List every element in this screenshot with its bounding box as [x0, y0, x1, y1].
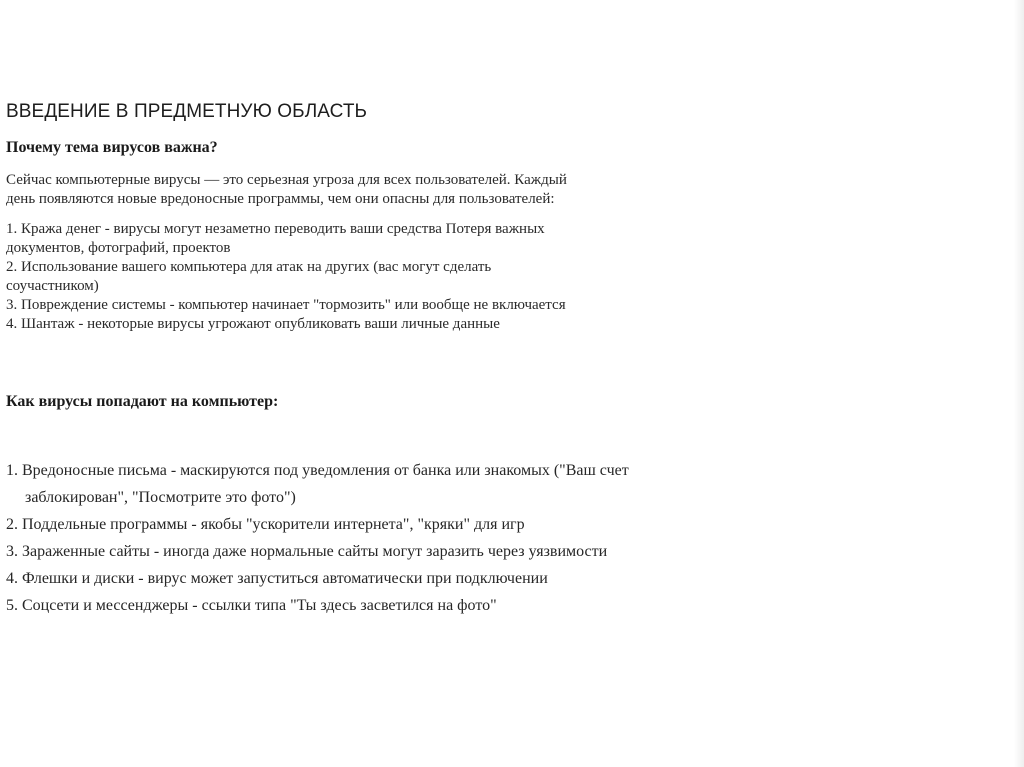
- list-item-line: 5. Соцсети и мессенджеры - ссылки типа "Ты здесь засветился на фото": [6, 597, 497, 614]
- infection-ways-list: [6, 457, 786, 619]
- list-item: [6, 258, 726, 296]
- list-item-line: 4. Флешки и диски - вирус может запуститься автоматически при подключении: [6, 570, 548, 587]
- list-item: [6, 457, 786, 511]
- list-item-line: 2. Поддельные программы - якобы "ускорители интернета", "кряки" для игр: [6, 516, 525, 533]
- list-item-line: 2. Использование вашего компьютера для атак на других (вас могут сделать: [6, 259, 492, 275]
- list-item-line: 1. Вредоносные письма - маскируются под уведомления от банка или знакомых ("Ваш счет: [6, 462, 629, 479]
- list-item-line: заблокирован", "Посмотрите это фото"): [25, 489, 296, 506]
- slide-edge-shadow: [1014, 0, 1024, 767]
- list-item: [6, 220, 726, 258]
- list-item-line: 4. Шантаж - некоторые вирусы угрожают опубликовать ваши личные данные: [6, 316, 500, 332]
- intro-line: день появляются новые вредоносные программы, чем они опасны для пользователей:: [6, 191, 555, 207]
- list-item-line: документов, фотографий, проектов: [6, 240, 231, 256]
- section-infection-ways-title: Как вирусы попадают на компьютер:: [6, 393, 279, 410]
- list-item: [6, 296, 726, 315]
- intro-line: Сейчас компьютерные вирусы — это серьезная угроза для всех пользователей. Каждый: [6, 172, 567, 188]
- list-item: [6, 511, 786, 538]
- list-item: [6, 565, 786, 592]
- list-item: [6, 315, 726, 334]
- list-item-line: 1. Кража денег - вирусы могут незаметно переводить ваши средства Потеря важных: [6, 221, 545, 237]
- list-item-line: 3. Повреждение системы - компьютер начинает "тормозить" или вообще не включается: [6, 297, 566, 313]
- intro-paragraph: [6, 171, 726, 209]
- slide-heading: ВВЕДЕНИЕ В ПРЕДМЕТНУЮ ОБЛАСТЬ: [6, 101, 368, 122]
- list-item-line: соучастником): [6, 278, 99, 294]
- list-item: [6, 592, 786, 619]
- list-item: [6, 538, 786, 565]
- dangers-list: [6, 220, 726, 334]
- section-why-important-title: Почему тема вирусов важна?: [6, 139, 218, 156]
- list-item-line: 3. Зараженные сайты - иногда даже нормальные сайты могут заразить через уязвимости: [6, 543, 608, 560]
